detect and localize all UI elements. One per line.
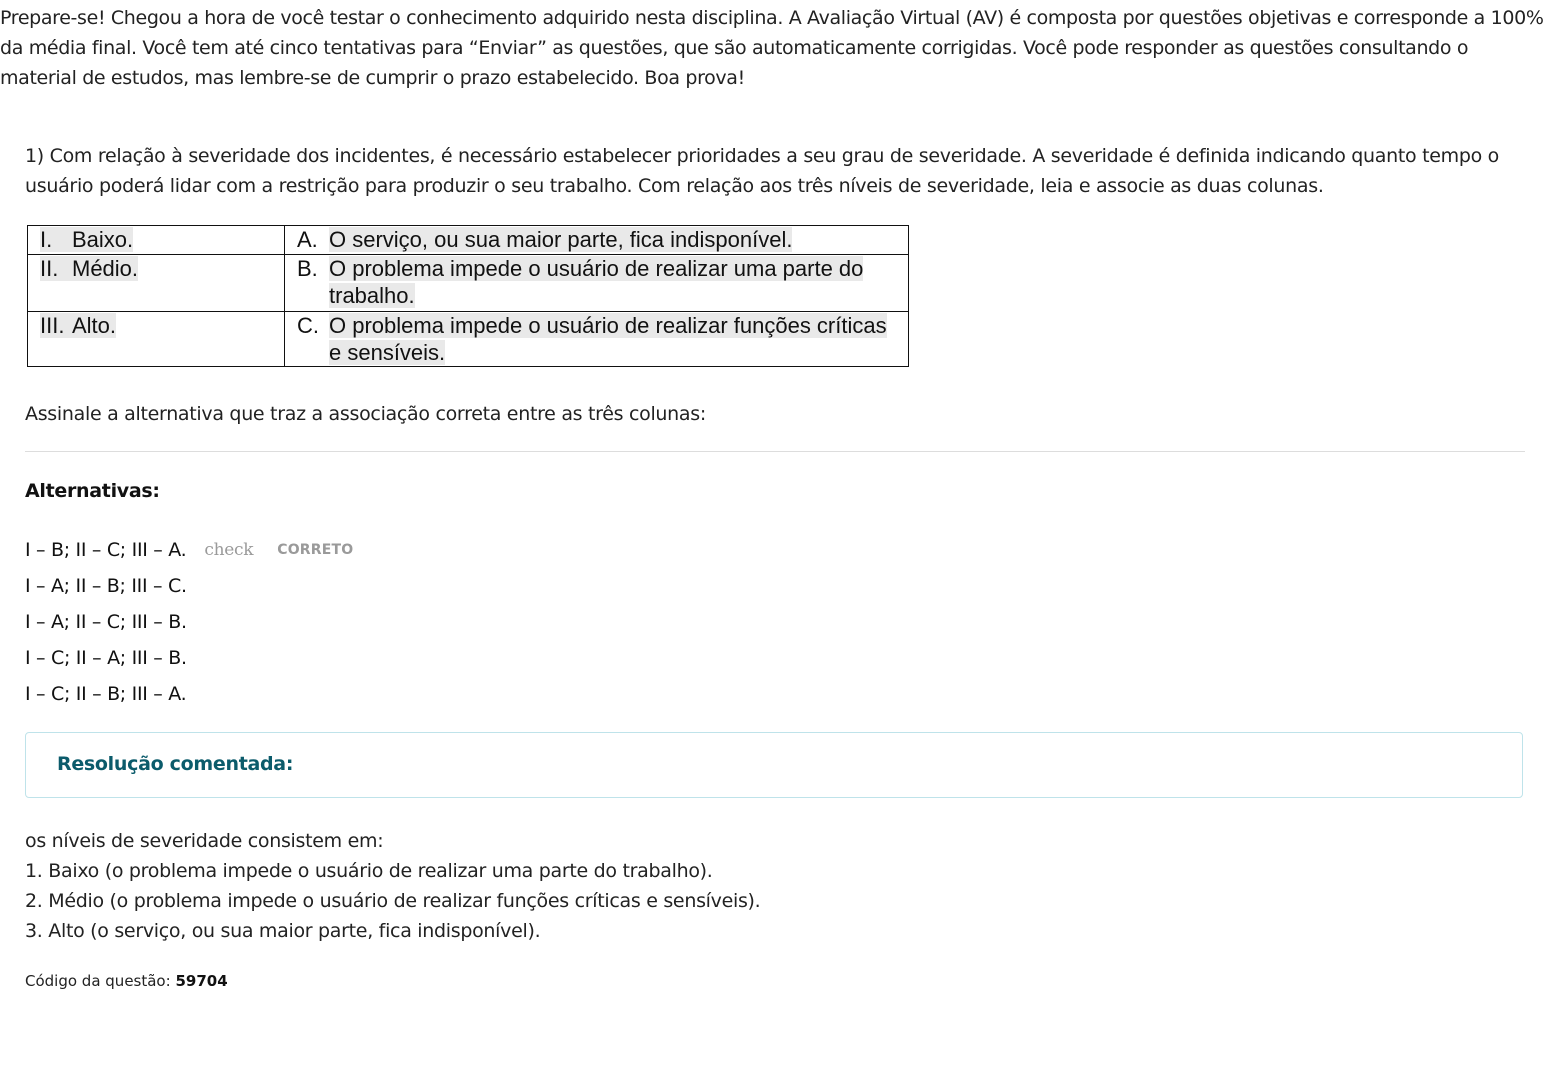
alternative-option[interactable]: [25, 640, 353, 676]
alternative-text: I – A; II – C; III – B.: [25, 611, 187, 633]
level-cell: [28, 226, 285, 255]
option-description: O serviço, ou sua maior parte, fica indisponível.: [329, 227, 793, 252]
level-cell: [28, 312, 285, 367]
description-cell: [285, 226, 909, 255]
level-label: Alto.: [72, 313, 117, 338]
level-label: Médio.: [72, 256, 139, 281]
explanation-line: 2. Médio (o problema impede o usuário de realizar funções críticas e sensíveis).: [25, 890, 761, 912]
resolution-title: Resolução comentada:: [57, 753, 294, 775]
intro-text: Prepare-se! Chegou a hora de você testar o conhecimento adquirido nesta disciplina. A Avaliação Virtual (AV) é composta por questões objetivas e corresponde a 100% da média final. Você tem até cinco tentativas para “Enviar” as questões, que são automaticamente corrigidas. Você pode responder as questões consultando o material de estudos, mas lembre-se de cumprir o prazo estabelecido. Boa prova!: [0, 7, 1544, 89]
alternative-text: I – B; II – C; III – A.: [25, 539, 187, 561]
alternative-option[interactable]: [25, 532, 353, 568]
resolution-explanation: [25, 826, 760, 946]
description-cell: [285, 255, 909, 312]
question-code: [25, 970, 228, 992]
check-icon: check: [204, 540, 254, 560]
table-row: [28, 226, 909, 255]
option-description: O problema impede o usuário de realizar funções críticas e sensíveis.: [329, 313, 887, 365]
option-letter: C.: [297, 313, 319, 338]
alternatives-heading: Alternativas:: [25, 480, 160, 502]
level-label: Baixo.: [72, 227, 134, 252]
table-row: [28, 312, 909, 367]
option-letter: A.: [297, 227, 318, 252]
alternative-text: I – C; II – A; III – B.: [25, 647, 187, 669]
level-cell: [28, 255, 285, 312]
roman-numeral: I.: [40, 227, 53, 252]
alternative-text: I – C; II – B; III – A.: [25, 683, 187, 705]
resolution-panel[interactable]: [25, 732, 1523, 798]
alternative-option[interactable]: [25, 604, 353, 640]
question-text: 1) Com relação à severidade dos incidentes, é necessário estabelecer prioridades a seu grau de severidade. A severidade é definida indicando quanto tempo o usuário poderá lidar com a restrição para produzir o seu trabalho. Com relação aos três níveis de severidade, leia e associe as duas colunas.: [25, 145, 1499, 197]
option-letter: B.: [297, 256, 318, 281]
description-cell: [285, 312, 909, 367]
correct-badge: CORRETO: [277, 542, 354, 558]
alternative-text: I – A; II – B; III – C.: [25, 575, 187, 597]
question-prompt: Assinale a alternativa que traz a associação correta entre as três colunas:: [25, 403, 706, 425]
association-table: [27, 225, 909, 367]
explanation-line: os níveis de severidade consistem em:: [25, 830, 384, 852]
divider: [25, 451, 1525, 452]
alternatives-list: [25, 532, 353, 712]
alternative-option[interactable]: [25, 568, 353, 604]
explanation-line: 3. Alto (o serviço, ou sua maior parte, fica indisponível).: [25, 920, 541, 942]
explanation-line: 1. Baixo (o problema impede o usuário de realizar uma parte do trabalho).: [25, 860, 713, 882]
roman-numeral: III.: [40, 313, 65, 338]
question-code-label: Código da questão:: [25, 972, 171, 990]
option-description: O problema impede o usuário de realizar uma parte do trabalho.: [329, 256, 864, 308]
table-row: [28, 255, 909, 312]
roman-numeral: II.: [40, 256, 59, 281]
question-code-value: 59704: [175, 972, 228, 990]
alternative-option[interactable]: [25, 676, 353, 712]
